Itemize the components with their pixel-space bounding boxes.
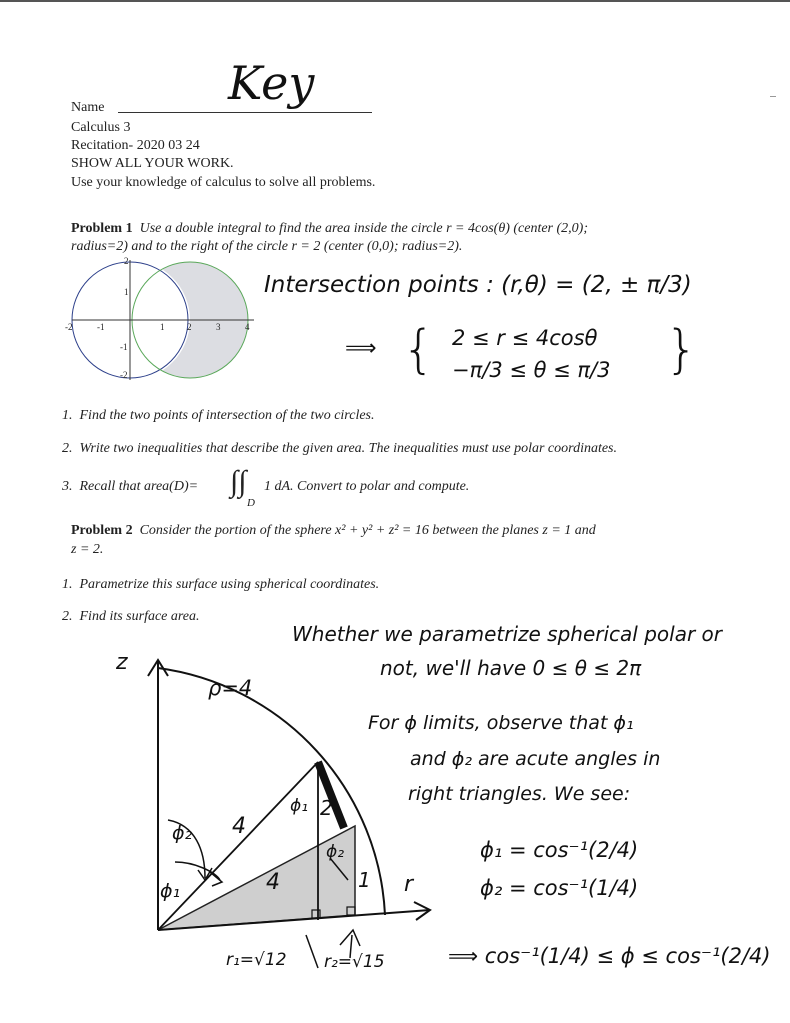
r-axis-label: r	[404, 872, 414, 897]
hw-p2-line5: right triangles. We see:	[408, 783, 631, 805]
hw-intersection: Intersection points : (r,θ) = (2, ± π/3)	[264, 272, 692, 298]
r1-label: r₁=√12	[226, 950, 287, 970]
course-name: Calculus 3	[71, 120, 131, 135]
phi1-label-left: ϕ₁	[160, 880, 181, 902]
problem2-line2: z = 2.	[71, 542, 104, 557]
x-tick-3: 3	[216, 322, 221, 332]
double-integral-sign: ∫∫	[230, 465, 247, 498]
hw-p2-line3: For ϕ limits, observe that ϕ₁	[368, 712, 634, 734]
recitation-date: Recitation- 2020 03 24	[71, 138, 200, 153]
length-4-lower: 4	[266, 870, 280, 895]
rho-label: ρ=4	[208, 676, 253, 700]
p1-question-3: 3. Recall that area(D)=	[62, 479, 199, 494]
phi1-label-top: ϕ₁	[290, 796, 309, 816]
instruction-show-work: SHOW ALL YOUR WORK.	[71, 156, 234, 171]
r2-label: r₂=√15	[324, 952, 385, 972]
problem1-line2: radius=2) and to the right of the circle r = 2 (center (0,0); radius=2).	[71, 239, 463, 254]
hw-eq-phi1: ϕ₁ = cos⁻¹(2/4)	[480, 838, 639, 862]
length-2: 2	[320, 796, 333, 820]
hw-right-brace: }	[665, 320, 699, 380]
length-1: 1	[358, 868, 371, 892]
y-tick-neg2: -2	[120, 370, 128, 380]
hw-ineq-r: 2 ≤ r ≤ 4cosθ	[452, 326, 598, 350]
p2-question-1: 1. Parametrize this surface using spherical coordinates.	[62, 577, 380, 592]
r2-pointer-head	[340, 930, 360, 946]
z-axis-label: z	[116, 650, 128, 675]
y-tick-2: 2	[124, 256, 129, 266]
x-tick-4: 4	[245, 322, 250, 332]
p1-question-3-rest: 1 dA. Convert to polar and compute.	[264, 479, 470, 494]
hw-p2-line4: and ϕ₂ are acute angles in	[410, 748, 661, 770]
signature-key: Key	[228, 56, 315, 110]
hw-final-bounds: ⟹ cos⁻¹(1/4) ≤ ϕ ≤ cos⁻¹(2/4)	[448, 944, 771, 968]
hw-p2-line2: not, we'll have 0 ≤ θ ≤ 2π	[380, 656, 642, 680]
p2-question-2: 2. Find its surface area.	[62, 609, 200, 624]
instruction-calculus: Use your knowledge of calculus to solve all problems.	[71, 175, 376, 190]
p1-question-2: 2. Write two inequalities that describe the given area. The inequalities must use polar coordinates.	[62, 441, 618, 456]
problem2-label: Problem 2	[71, 523, 133, 538]
hw-left-brace: {	[402, 320, 436, 380]
problem1-label: Problem 1	[71, 221, 133, 236]
integral-subscript-d: D	[247, 497, 255, 509]
problem1-line1: Problem 1 Use a double integral to find the area inside the circle r = 4cos(θ) (center (2,0);	[71, 221, 588, 236]
name-label: Name	[71, 100, 105, 115]
hw-implies: ⟹	[345, 336, 377, 361]
phi2-label-inner: ϕ₂	[326, 842, 345, 862]
phi2-label-left: ϕ₂	[172, 822, 193, 844]
y-tick-1: 1	[124, 287, 129, 297]
x-tick-1: 1	[160, 322, 165, 332]
x-tick-neg2: -2	[65, 322, 73, 332]
p1-question-1: 1. Find the two points of intersection of the two circles.	[62, 408, 375, 423]
hw-ineq-theta: −π/3 ≤ θ ≤ π/3	[452, 358, 611, 382]
y-tick-neg1: -1	[120, 342, 128, 352]
hw-p2-line1: Whether we parametrize spherical polar or	[292, 622, 722, 646]
length-4-upper: 4	[232, 814, 246, 839]
hw-eq-phi2: ϕ₂ = cos⁻¹(1/4)	[480, 876, 639, 900]
r1-pointer	[306, 935, 318, 968]
x-tick-neg1: -1	[97, 322, 105, 332]
x-tick-2: 2	[187, 322, 192, 332]
problem2-line1: Problem 2 Consider the portion of the sphere x² + y² + z² = 16 between the planes z = 1 and	[71, 523, 596, 538]
